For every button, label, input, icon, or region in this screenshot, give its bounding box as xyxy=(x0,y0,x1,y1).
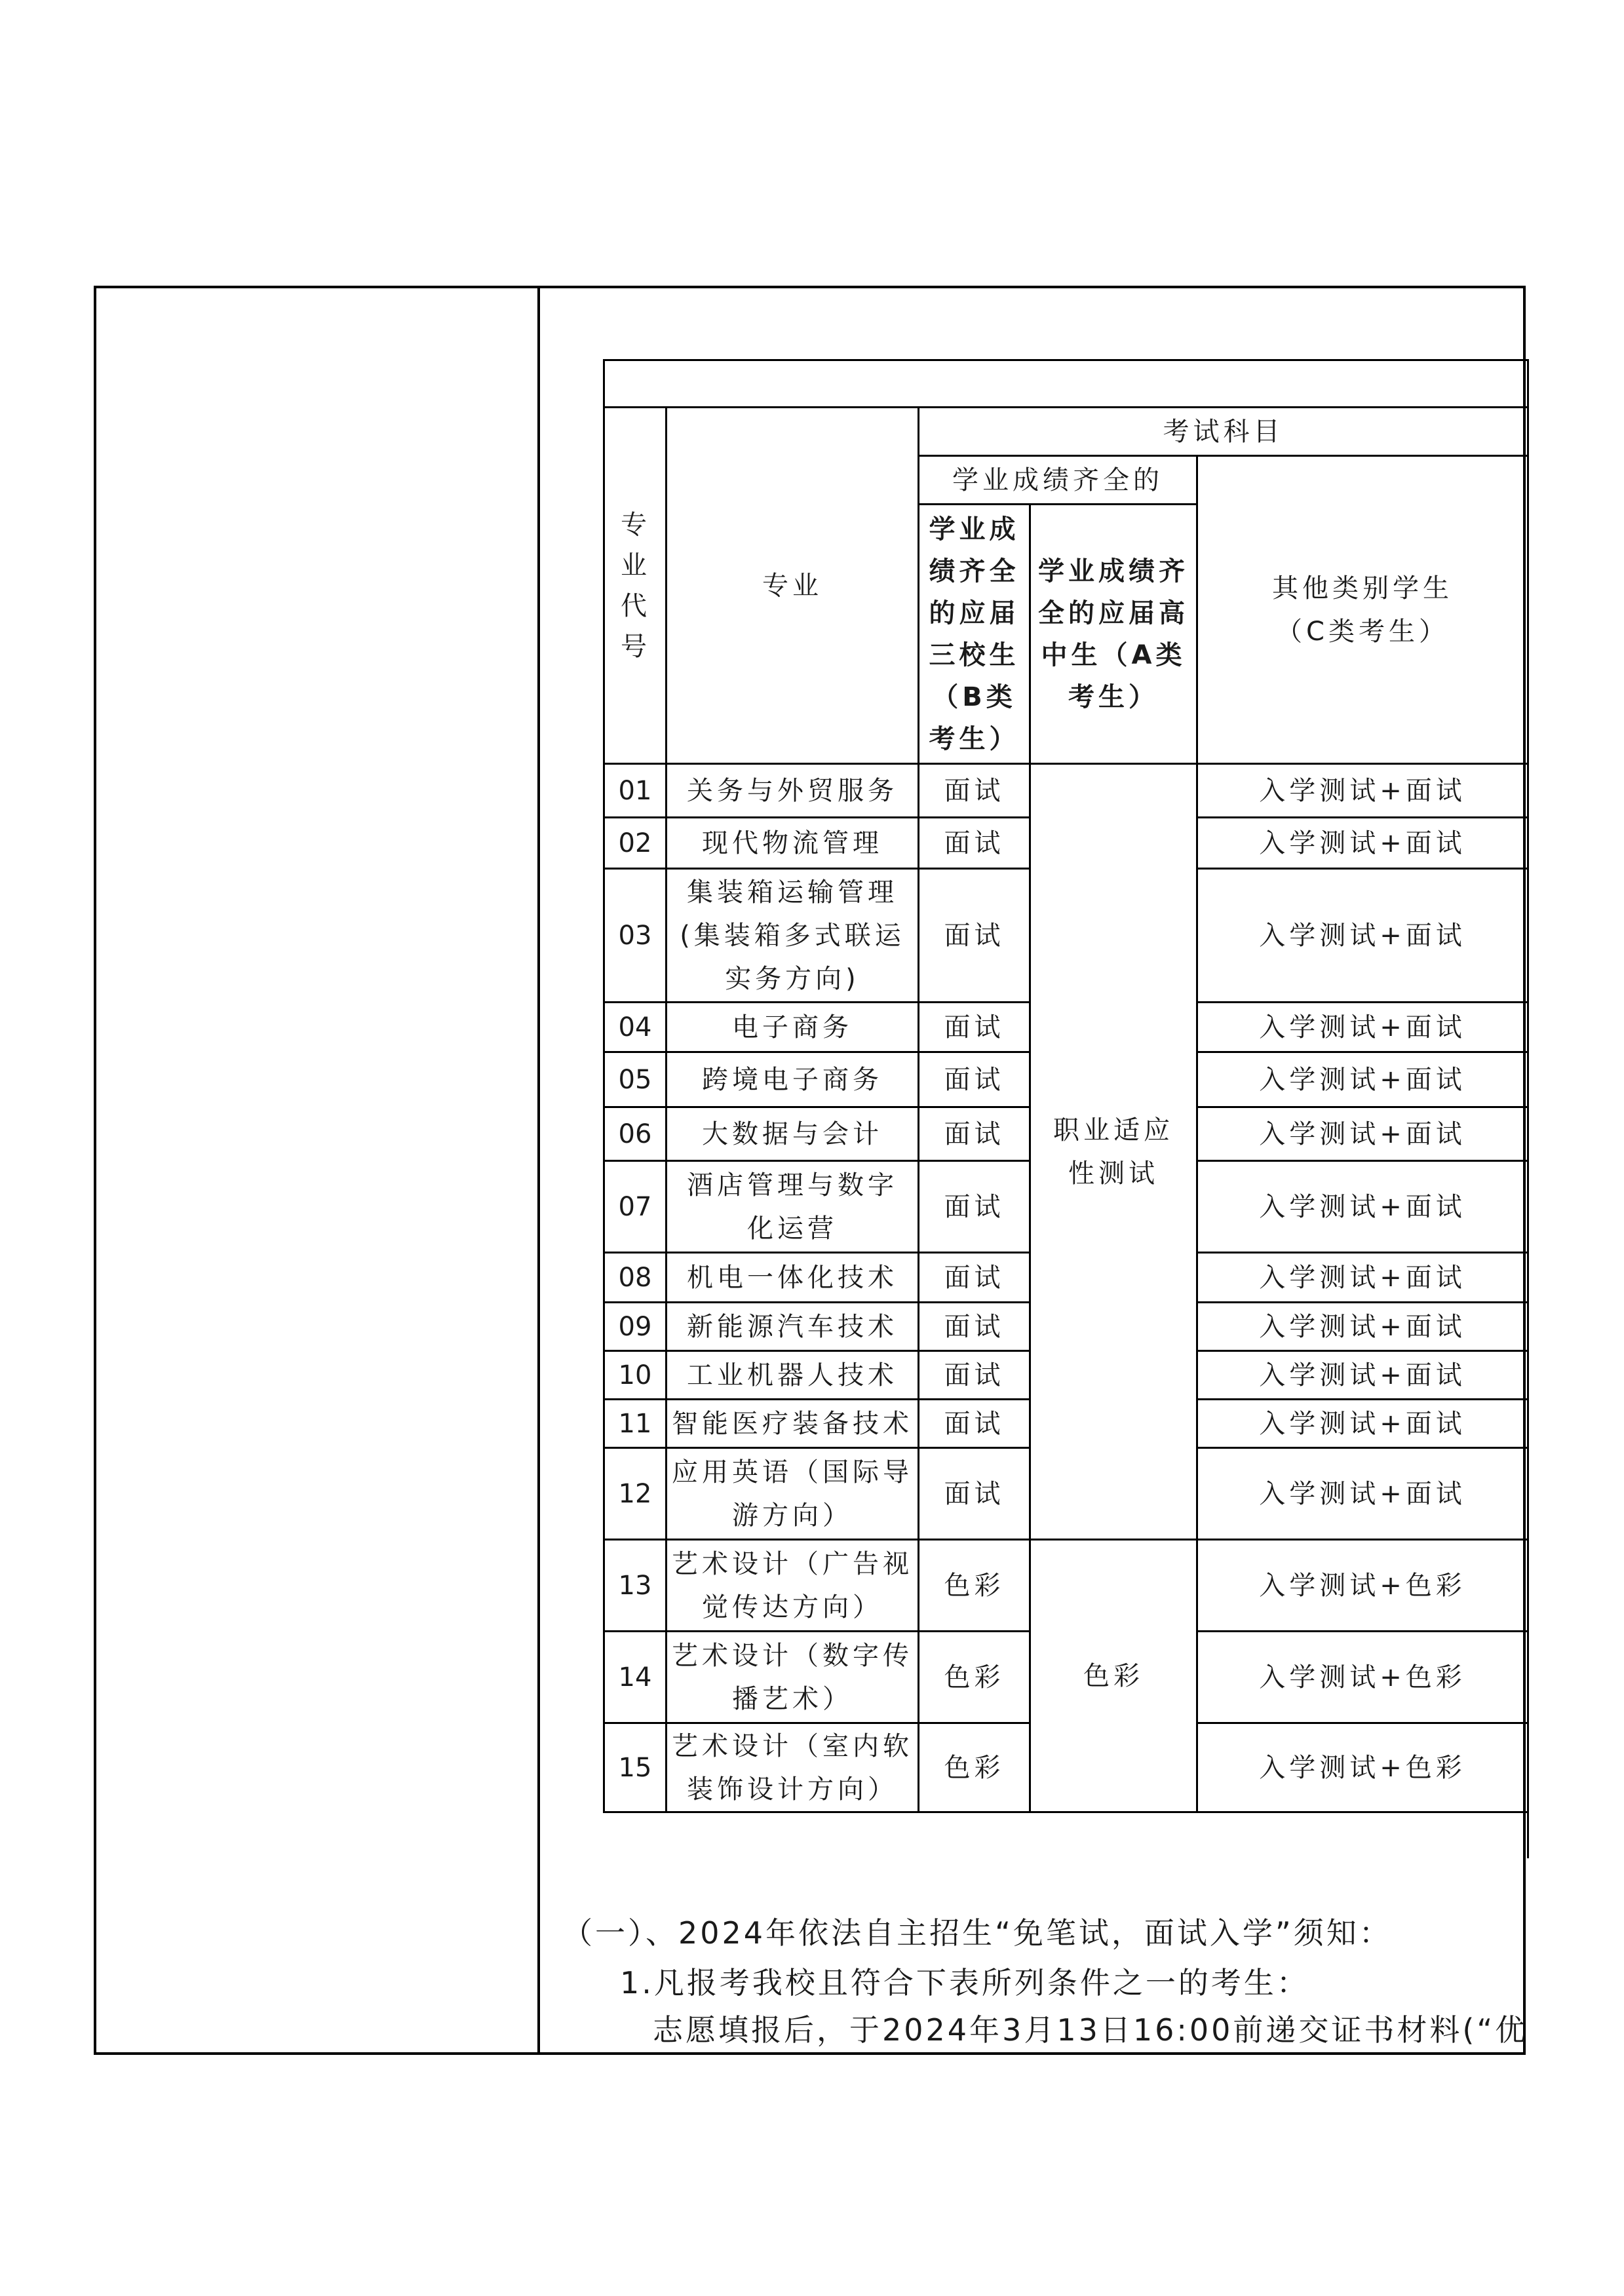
row-major: 电子商务 xyxy=(667,1003,919,1052)
row-code: 01 xyxy=(604,764,667,818)
row-b-exam: 面试 xyxy=(919,1052,1030,1107)
row-b-exam: 面试 xyxy=(919,1161,1030,1253)
header-a-class: 学业成绩齐全的应届高中生（A类考生） xyxy=(1030,505,1197,764)
row-c-exam: 入学测试+面试 xyxy=(1197,764,1528,818)
header-row-1 xyxy=(604,408,1528,456)
row-c-exam: 入学测试+面试 xyxy=(1197,1107,1528,1161)
row-code: 03 xyxy=(604,869,667,1003)
row-major: 集装箱运输管理(集装箱多式联运实务方向) xyxy=(667,869,919,1003)
row-major: 艺术设计（数字传播艺术） xyxy=(667,1632,919,1723)
row-b-exam: 面试 xyxy=(919,764,1030,818)
row-code: 09 xyxy=(604,1303,667,1351)
row-major: 艺术设计（室内软装饰设计方向） xyxy=(667,1723,919,1812)
row-code: 11 xyxy=(604,1400,667,1448)
header-c-class-line2: （C类考生） xyxy=(1276,616,1449,647)
row-c-exam: 入学测试+面试 xyxy=(1197,1400,1528,1448)
row-b-exam: 面试 xyxy=(919,1400,1030,1448)
header-c-class xyxy=(1197,456,1528,764)
frame-bottom-line xyxy=(94,2052,1526,2055)
row-code: 13 xyxy=(604,1540,667,1632)
row-b-exam: 面试 xyxy=(919,1003,1030,1052)
row-b-exam: 面试 xyxy=(919,1253,1030,1303)
row-major: 智能医疗装备技术 xyxy=(667,1400,919,1448)
merged-color: 色彩 xyxy=(1030,1540,1197,1812)
header-code: 专业代号 xyxy=(604,408,667,764)
row-major: 跨境电子商务 xyxy=(667,1052,919,1107)
row-code: 05 xyxy=(604,1052,667,1107)
row-b-exam: 面试 xyxy=(919,818,1030,869)
row-c-exam: 入学测试+面试 xyxy=(1197,1448,1528,1540)
row-c-exam: 入学测试+色彩 xyxy=(1197,1632,1528,1723)
row-c-exam: 入学测试+面试 xyxy=(1197,1052,1528,1107)
row-code: 07 xyxy=(604,1161,667,1253)
row-code: 06 xyxy=(604,1107,667,1161)
row-major: 艺术设计（广告视觉传达方向） xyxy=(667,1540,919,1632)
exam-subjects-table xyxy=(603,359,1529,1858)
notice-item-1-detail: 志愿填报后，于2024年3月13日16:00前递交证书材料(“优 xyxy=(653,2012,1528,2048)
notice-item-1: 1.凡报考我校且符合下表所列条件之一的考生： xyxy=(620,1965,1309,2000)
merged-vocational-test: 职业适应性测试 xyxy=(1030,764,1197,1540)
header-major: 专业 xyxy=(667,408,919,764)
row-b-exam: 色彩 xyxy=(919,1632,1030,1723)
row-b-exam: 面试 xyxy=(919,869,1030,1003)
row-c-exam: 入学测试+面试 xyxy=(1197,869,1528,1003)
row-c-exam: 入学测试+面试 xyxy=(1197,1351,1528,1400)
row-major: 新能源汽车技术 xyxy=(667,1303,919,1351)
row-code: 12 xyxy=(604,1448,667,1540)
table-row xyxy=(604,1540,1528,1632)
table-title-cell xyxy=(604,360,1528,408)
row-b-exam: 面试 xyxy=(919,1351,1030,1400)
row-code: 08 xyxy=(604,1253,667,1303)
table-title-row xyxy=(604,360,1528,408)
row-major: 大数据与会计 xyxy=(667,1107,919,1161)
row-major: 酒店管理与数字化运营 xyxy=(667,1161,919,1253)
row-b-exam: 色彩 xyxy=(919,1540,1030,1632)
row-major: 工业机器人技术 xyxy=(667,1351,919,1400)
row-major: 应用英语（国际导游方向） xyxy=(667,1448,919,1540)
notice-heading: （一）、2024年依法自主招生“免笔试，面试入学”须知： xyxy=(562,1915,1392,1951)
header-exam-subjects: 考试科目 xyxy=(919,408,1528,456)
header-complete-scores: 学业成绩齐全的 xyxy=(919,456,1197,505)
table-bottom-row xyxy=(604,1812,1528,1858)
row-code: 04 xyxy=(604,1003,667,1052)
row-c-exam: 入学测试+面试 xyxy=(1197,818,1528,869)
row-major: 机电一体化技术 xyxy=(667,1253,919,1303)
table-row xyxy=(604,764,1528,818)
row-b-exam: 面试 xyxy=(919,1107,1030,1161)
header-c-class-line1: 其他类别学生 xyxy=(1272,573,1454,603)
row-b-exam: 面试 xyxy=(919,1448,1030,1540)
row-code: 02 xyxy=(604,818,667,869)
row-major: 关务与外贸服务 xyxy=(667,764,919,818)
row-b-exam: 色彩 xyxy=(919,1723,1030,1812)
row-major: 现代物流管理 xyxy=(667,818,919,869)
row-b-exam: 面试 xyxy=(919,1303,1030,1351)
row-code: 15 xyxy=(604,1723,667,1812)
column-divider xyxy=(537,286,540,2055)
row-c-exam: 入学测试+面试 xyxy=(1197,1161,1528,1253)
row-c-exam: 入学测试+面试 xyxy=(1197,1253,1528,1303)
row-code: 10 xyxy=(604,1351,667,1400)
table-bottom-cell xyxy=(604,1812,1528,1858)
row-c-exam: 入学测试+色彩 xyxy=(1197,1723,1528,1812)
header-b-class: 学业成绩齐全的应届三校生（B类考生） xyxy=(919,505,1030,764)
row-c-exam: 入学测试+色彩 xyxy=(1197,1540,1528,1632)
row-c-exam: 入学测试+面试 xyxy=(1197,1303,1528,1351)
row-c-exam: 入学测试+面试 xyxy=(1197,1003,1528,1052)
row-code: 14 xyxy=(604,1632,667,1723)
